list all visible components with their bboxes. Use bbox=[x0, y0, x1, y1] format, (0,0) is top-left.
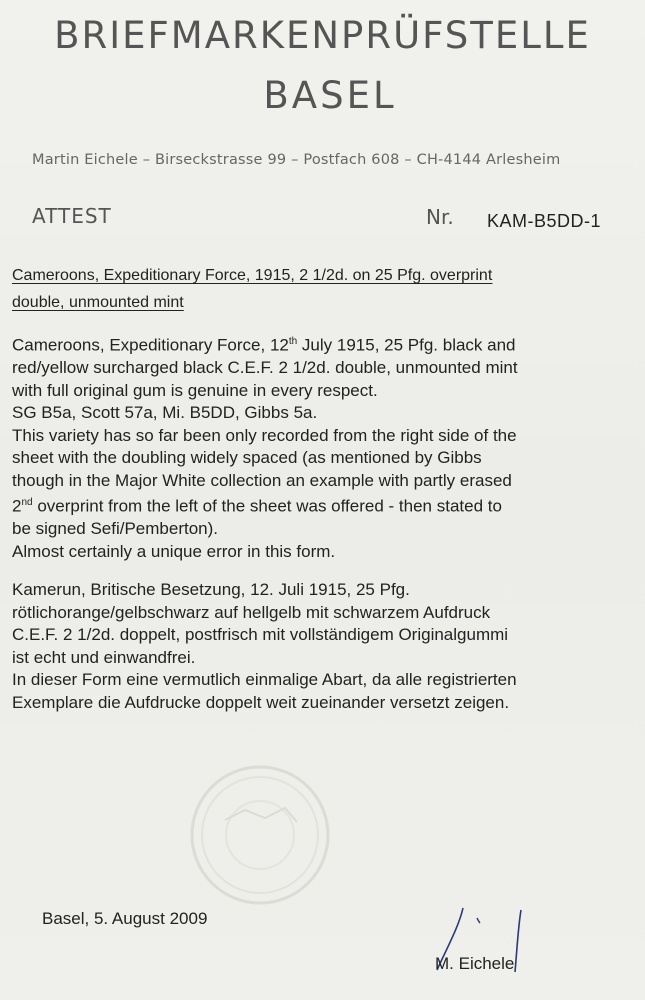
number-label: Nr. bbox=[426, 205, 454, 229]
english-line: This variety has so far been only recorded from the right side of the bbox=[12, 425, 517, 445]
german-description bbox=[12, 579, 637, 714]
subject-line-2: double, unmounted mint bbox=[12, 294, 184, 311]
embossed-seal-icon bbox=[185, 760, 335, 910]
english-line: be signed Sefi/Pemberton). bbox=[12, 519, 219, 539]
place-and-date: Basel, 5. August 2009 bbox=[42, 909, 208, 928]
english-line: red/yellow surcharged black C.E.F. 2 1/2d. double, unmounted mint bbox=[12, 358, 518, 378]
attest-label: ATTEST bbox=[32, 204, 112, 228]
german-line: ist echt und einwandfrei. bbox=[12, 647, 196, 667]
english-line: sheet with the doubling widely spaced (as mentioned by Gibbs bbox=[12, 448, 482, 468]
german-line: rötlichorange/gelbschwarz auf hellgelb mit schwarzem Aufdruck bbox=[12, 602, 491, 622]
english-line: SG B5a, Scott 57a, Mi. B5DD, Gibbs 5a. bbox=[12, 403, 318, 423]
subject-heading bbox=[12, 262, 632, 316]
german-line: Exemplare die Aufdrucke doppelt weit zueinander versetzt zeigen. bbox=[12, 692, 510, 712]
english-line: with full original gum is genuine in every respect. bbox=[12, 380, 378, 400]
english-description bbox=[12, 331, 637, 563]
german-line: C.E.F. 2 1/2d. doppelt, postfrisch mit vollständigem Originalgummi bbox=[12, 625, 509, 644]
german-line: Kamerun, Britische Besetzung, 12. Juli 1915, 25 Pfg. bbox=[12, 580, 410, 599]
institution-address: Martin Eichele – Birseckstrasse 99 – Postfach 608 – CH-4144 Arlesheim bbox=[32, 152, 561, 168]
english-line: 2nd overprint from the left of the sheet was offered - then stated to bbox=[12, 496, 502, 516]
english-line: Cameroons, Expeditionary Force, 12th July 1915, 25 Pfg. black and bbox=[12, 335, 516, 355]
german-line: In dieser Form eine vermutlich einmalige Abart, da alle registrierten bbox=[12, 670, 517, 689]
attest-reference: KAM-B5DD-1 bbox=[487, 211, 602, 231]
institution-city: BASEL bbox=[263, 74, 397, 117]
institution-title: BRIEFMARKENPRÜFSTELLE bbox=[54, 14, 591, 57]
english-line: though in the Major White collection an example with partly erased bbox=[12, 470, 512, 490]
signer-name: M. Eichele bbox=[435, 954, 515, 973]
english-line: Almost certainly a unique error in this form. bbox=[12, 541, 336, 561]
subject-line-1: Cameroons, Expeditionary Force, 1915, 2 1/2d. on 25 Pfg. overprint bbox=[12, 267, 493, 284]
